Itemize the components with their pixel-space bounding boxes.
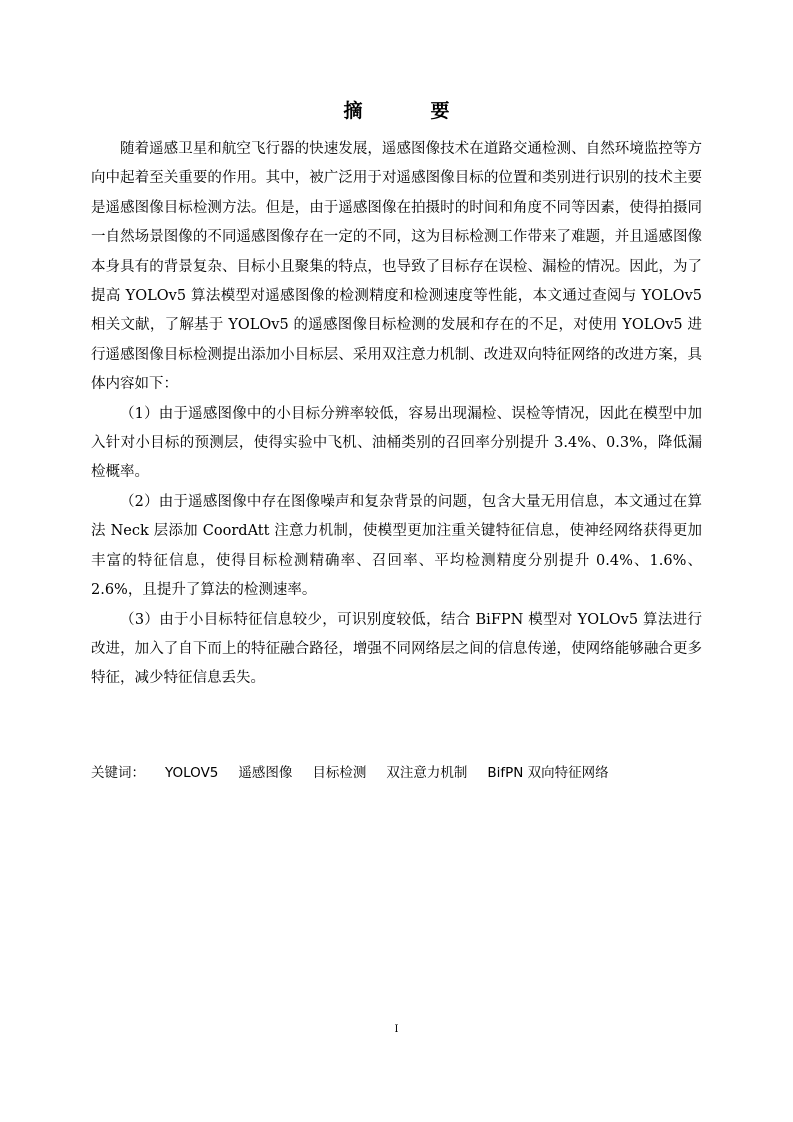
keyword-item: 目标检测 bbox=[312, 765, 367, 781]
abstract-title-char-1: 摘 bbox=[343, 100, 363, 122]
keyword-item: YOLOV5 bbox=[165, 765, 219, 781]
keyword-item: BifPN 双向特征网络 bbox=[487, 765, 609, 781]
abstract-paragraph-point-3: （3）由于小目标特征信息较少，可识别度较低，结合 BiFPN 模型对 YOLOv5 算法进行改进，加入了自下而上的特征融合路径，增强不同网络层之间的信息传递，使网络能够融合更多特征，减少特征信息丢失。 bbox=[91, 611, 702, 687]
keywords-label: 关键词： bbox=[91, 765, 145, 781]
abstract-paragraph-intro: 随着遥感卫星和航空飞行器的快速发展，遥感图像技术在道路交通检测、自然环境监控等方向中起着至关重要的作用。其中，被广泛用于对遥感图像目标的位置和类别进行识别的技术主要是遥感图像目标检测方法。但是，由于遥感图像在拍摄时的时间和角度不同等因素，使得拍摄同一自然场景图像的不同遥感图像存在一定的不同，这为目标检测工作带来了难题，并且遥感图像本身具有的背景复杂、目标小且聚集的特点，也导致了目标存在误检、漏检的情况。因此，为了提高 YOLOv5 算法模型对遥感图像的检测精度和检测速度等性能，本文通过查阅与 YOLOv5 相关文献，了解基于 YOLOv5 的遥感图像目标检测的发展和存在的不足，对使用 YOLOv5 进行遥感图像目标检测提出添加小目标层、采用双注意力机制、改进双向特征网络的改进方案，具体内容如下： bbox=[91, 141, 702, 393]
abstract-paragraph-point-1: （1）由于遥感图像中的小目标分辨率较低，容易出现漏检、误检等情况，因此在模型中加入针对小目标的预测层，使得实验中飞机、油桶类别的召回率分别提升 3.4%、0.3%，降低漏检概率。 bbox=[91, 405, 702, 481]
abstract-title bbox=[0, 96, 793, 123]
abstract-title-char-2: 要 bbox=[430, 100, 450, 122]
page-number: I bbox=[394, 1024, 399, 1035]
abstract-body bbox=[91, 135, 702, 694]
keywords-line bbox=[91, 762, 731, 784]
keyword-item: 双注意力机制 bbox=[386, 765, 468, 781]
keyword-item: 遥感图像 bbox=[238, 765, 293, 781]
abstract-paragraph-point-2: （2）由于遥感图像中存在图像噪声和复杂背景的问题，包含大量无用信息，本文通过在算法 Neck 层添加 CoordAtt 注意力机制，使模型更加注重关键特征信息，使神经网络获得更加丰富的特征信息，使得目标检测精确率、召回率、平均检测精度分别提升 0.4%、1.6%、2.6%，且提升了算法的检测速率。 bbox=[91, 493, 703, 599]
